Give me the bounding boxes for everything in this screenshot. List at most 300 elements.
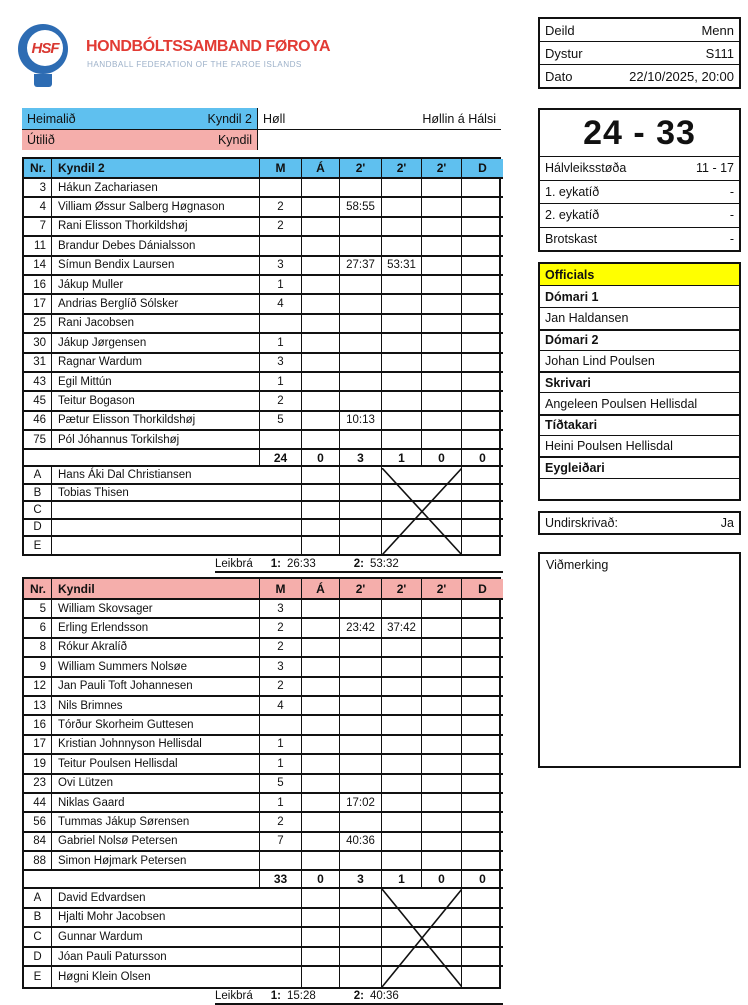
player-stat	[462, 716, 503, 735]
col-header: 2'	[422, 159, 462, 179]
bench-cell-crossed	[382, 928, 462, 948]
score-row	[540, 180, 739, 204]
col-header: D	[462, 579, 503, 600]
bench-cell	[302, 467, 340, 484]
player-stat	[422, 237, 462, 256]
bench-letter: D	[24, 948, 52, 968]
player-number: 56	[24, 813, 52, 832]
player-number: 17	[24, 736, 52, 755]
score-row-label: 1. eykatíð	[545, 184, 600, 199]
player-stat: 58:55	[340, 198, 382, 217]
player-stat	[260, 431, 302, 450]
player-number: 13	[24, 697, 52, 716]
player-name: Erling Erlendsson	[52, 619, 260, 638]
bench-cell	[462, 967, 503, 987]
player-number: 12	[24, 678, 52, 697]
team2-table	[22, 577, 501, 989]
player-stat	[302, 658, 340, 677]
player-stat	[382, 295, 422, 314]
leikbra-p1-value: 26:33	[286, 558, 316, 570]
player-number: 5	[24, 600, 52, 619]
score-row	[540, 203, 739, 227]
totals-value: 0	[422, 450, 462, 467]
leikbra-p2-value: 53:32	[369, 558, 399, 570]
player-number: 16	[24, 276, 52, 295]
player-name: Gabriel Nolsø Petersen	[52, 833, 260, 852]
player-stat	[340, 639, 382, 658]
bench-cell	[302, 967, 340, 987]
signature-label: Undirskrivað:	[545, 516, 618, 530]
official-name: Jan Haldansen	[540, 307, 739, 328]
match-info-row	[540, 41, 739, 64]
player-name: Villiam Øssur Salberg Høgnason	[52, 198, 260, 217]
player-stat: 17:02	[340, 794, 382, 813]
totals-value: 0	[462, 450, 503, 467]
bench-cell	[302, 948, 340, 968]
player-number: 4	[24, 198, 52, 217]
bench-cell	[340, 928, 382, 948]
player-stat	[340, 431, 382, 450]
official-role: Eygleiðari	[540, 456, 739, 477]
col-header: 2'	[382, 159, 422, 179]
player-stat	[462, 852, 503, 871]
bench-name	[52, 537, 302, 554]
match-info-label: Dystur	[545, 45, 583, 61]
player-stat: 53:31	[382, 257, 422, 276]
empty-cell	[258, 129, 501, 150]
player-name: Rani Elisson Thorkildshøj	[52, 218, 260, 237]
player-stat	[382, 697, 422, 716]
player-stat	[302, 237, 340, 256]
player-stat	[462, 794, 503, 813]
player-name: Egil Mittún	[52, 373, 260, 392]
player-stat	[462, 373, 503, 392]
player-stat: 1	[260, 755, 302, 774]
player-stat	[382, 218, 422, 237]
home-value: Kyndil 2	[207, 111, 252, 126]
leikbra-label: Leikbrá	[215, 558, 253, 570]
final-score: 24 - 33	[583, 113, 696, 152]
player-stat	[302, 257, 340, 276]
player-stat: 1	[260, 794, 302, 813]
player-stat: 10:13	[340, 412, 382, 431]
player-number: 45	[24, 392, 52, 411]
player-stat	[302, 852, 340, 871]
player-number: 30	[24, 334, 52, 353]
player-stat: 2	[260, 218, 302, 237]
player-number: 17	[24, 295, 52, 314]
player-number: 9	[24, 658, 52, 677]
player-stat	[340, 218, 382, 237]
remarks-box	[538, 552, 741, 768]
totals-value: 1	[382, 450, 422, 467]
player-stat	[462, 354, 503, 373]
leikbra-p1-label: 1:	[270, 990, 281, 1002]
player-stat	[422, 619, 462, 638]
player-stat	[462, 295, 503, 314]
bench-letter: C	[24, 928, 52, 948]
player-stat	[382, 276, 422, 295]
bench-letter: D	[24, 520, 52, 537]
match-info-label: Dato	[545, 68, 573, 84]
player-name: Pól Jóhannus Torkilshøj	[52, 431, 260, 450]
player-name: Hákun Zachariasen	[52, 179, 260, 198]
player-stat	[382, 794, 422, 813]
player-stat: 3	[260, 354, 302, 373]
bench-cell	[340, 967, 382, 987]
player-name: William Summers Nolsøe	[52, 658, 260, 677]
player-stat	[382, 412, 422, 431]
match-info-value: S111	[705, 45, 734, 61]
official-role: Dómari 1	[545, 289, 599, 304]
player-name: Nils Brimnes	[52, 697, 260, 716]
player-stat	[462, 276, 503, 295]
player-stat: 1	[260, 736, 302, 755]
player-stat	[382, 678, 422, 697]
team1-table-block	[22, 157, 501, 577]
player-name: Simon Højmark Petersen	[52, 852, 260, 871]
player-stat	[302, 295, 340, 314]
player-stat	[382, 431, 422, 450]
bench-cell-crossed	[382, 537, 462, 554]
player-stat	[382, 639, 422, 658]
player-number: 7	[24, 218, 52, 237]
player-stat	[302, 775, 340, 794]
score-row-value: -	[729, 231, 734, 246]
teams-header-table	[22, 108, 501, 150]
match-info-value: 22/10/2025, 20:00	[629, 68, 734, 84]
player-stat	[422, 334, 462, 353]
player-stat	[302, 412, 340, 431]
player-number: 8	[24, 639, 52, 658]
player-stat: 40:36	[340, 833, 382, 852]
player-stat	[260, 237, 302, 256]
bench-cell	[302, 537, 340, 554]
team-name-header: Kyndil 2	[52, 159, 260, 179]
bench-letter: E	[24, 537, 52, 554]
bench-cell-crossed	[382, 967, 462, 987]
player-stat	[302, 813, 340, 832]
bench-name	[52, 502, 302, 519]
player-stat	[340, 813, 382, 832]
player-number: 31	[24, 354, 52, 373]
player-number: 44	[24, 794, 52, 813]
player-stat	[302, 276, 340, 295]
player-stat	[340, 295, 382, 314]
bench-cell-crossed	[382, 889, 462, 909]
bench-cell	[462, 520, 503, 537]
col-header: 2'	[422, 579, 462, 600]
col-header: Á	[302, 579, 340, 600]
player-stat	[382, 354, 422, 373]
player-stat	[302, 697, 340, 716]
player-stat: 2	[260, 619, 302, 638]
player-stat	[462, 392, 503, 411]
away-value: Kyndil	[217, 133, 252, 147]
player-stat	[382, 736, 422, 755]
totals-spacer	[24, 450, 260, 467]
player-stat: 23:42	[340, 619, 382, 638]
player-stat: 2	[260, 198, 302, 217]
player-stat	[382, 237, 422, 256]
player-stat	[302, 334, 340, 353]
player-stat	[462, 198, 503, 217]
player-name: Teitur Poulsen Hellisdal	[52, 755, 260, 774]
player-stat	[260, 179, 302, 198]
player-stat	[340, 697, 382, 716]
player-stat	[422, 678, 462, 697]
player-number: 23	[24, 775, 52, 794]
player-stat	[340, 716, 382, 735]
player-stat	[422, 736, 462, 755]
totals-spacer	[24, 871, 260, 889]
match-info-table	[538, 17, 741, 89]
home-label: Heimalið	[27, 111, 76, 126]
bench-letter: B	[24, 909, 52, 929]
officials-box	[538, 262, 741, 501]
player-stat	[302, 716, 340, 735]
player-stat: 2	[260, 392, 302, 411]
player-stat	[302, 315, 340, 334]
org-subtitle: HANDBALL FEDERATION OF THE FAROE ISLANDS	[87, 60, 302, 69]
player-stat	[422, 755, 462, 774]
player-name: Ovi Lützen	[52, 775, 260, 794]
score-row-label: Hálvleiksstøða	[545, 161, 627, 176]
player-stat	[422, 658, 462, 677]
player-stat	[422, 412, 462, 431]
score-row-value: 11 - 17	[696, 161, 734, 176]
player-stat	[340, 736, 382, 755]
hsf-logo-icon	[18, 24, 68, 74]
bench-cell	[340, 909, 382, 929]
player-name: Kristian Johnnyson Hellisdal	[52, 736, 260, 755]
bench-cell	[302, 928, 340, 948]
player-stat	[340, 276, 382, 295]
player-number: 25	[24, 315, 52, 334]
player-stat	[340, 392, 382, 411]
score-row-label: 2. eykatíð	[545, 208, 600, 223]
hsf-logo-text: HSF	[31, 39, 59, 57]
player-name: Niklas Gaard	[52, 794, 260, 813]
leikbra-p2-label: 2:	[353, 990, 364, 1002]
bench-name	[52, 520, 302, 537]
player-stat	[340, 678, 382, 697]
player-number: 75	[24, 431, 52, 450]
team1-table	[22, 157, 501, 556]
bench-name: Høgni Klein Olsen	[52, 967, 302, 987]
bench-cell	[462, 948, 503, 968]
leikbra-p2-value: 40:36	[369, 990, 399, 1002]
bench-cell	[302, 502, 340, 519]
player-stat	[302, 354, 340, 373]
bench-cell-crossed	[382, 485, 462, 502]
player-stat: 3	[260, 257, 302, 276]
bench-name: Hans Áki Dal Christiansen	[52, 467, 302, 484]
match-info-label: Deild	[545, 22, 575, 38]
player-number: 84	[24, 833, 52, 852]
player-name: William Skovsager	[52, 600, 260, 619]
bench-cell	[462, 928, 503, 948]
totals-value: 0	[462, 871, 503, 889]
player-stat	[462, 431, 503, 450]
totals-value: 0	[302, 450, 340, 467]
away-team-cell	[22, 129, 258, 150]
bench-letter: C	[24, 502, 52, 519]
player-number: 11	[24, 237, 52, 256]
player-stat	[462, 600, 503, 619]
player-number: 3	[24, 179, 52, 198]
player-stat	[302, 431, 340, 450]
player-stat	[462, 334, 503, 353]
player-stat	[462, 315, 503, 334]
official-role: Dómari 2	[540, 329, 739, 350]
hall-label: Høll	[263, 111, 286, 126]
player-stat	[340, 600, 382, 619]
score-row	[540, 156, 739, 180]
bench-cell	[340, 502, 382, 519]
player-stat	[382, 833, 422, 852]
player-stat	[462, 218, 503, 237]
player-number: 88	[24, 852, 52, 871]
col-header: M	[260, 579, 302, 600]
bench-cell	[462, 502, 503, 519]
totals-value: 1	[382, 871, 422, 889]
player-stat	[382, 775, 422, 794]
player-stat	[422, 354, 462, 373]
hall-value: Høllin á Hálsi	[422, 111, 496, 126]
player-number: 6	[24, 619, 52, 638]
player-stat	[422, 179, 462, 198]
player-stat	[302, 218, 340, 237]
player-stat	[340, 852, 382, 871]
player-stat	[382, 334, 422, 353]
official-name: Heini Poulsen Hellisdal	[540, 435, 739, 456]
official-role: Skrivari	[540, 371, 739, 392]
player-stat	[462, 179, 503, 198]
player-stat	[340, 334, 382, 353]
team2-table-block	[22, 577, 501, 1001]
player-stat: 1	[260, 276, 302, 295]
official-name	[540, 478, 739, 499]
player-name: Rókur Akralíð	[52, 639, 260, 658]
player-stat	[462, 619, 503, 638]
bench-cell	[340, 537, 382, 554]
bench-cell	[302, 909, 340, 929]
player-stat	[302, 179, 340, 198]
player-stat	[422, 794, 462, 813]
player-stat	[340, 354, 382, 373]
leikbra-label: Leikbrá	[215, 990, 253, 1002]
totals-value: 3	[340, 871, 382, 889]
hsf-logo-base	[34, 74, 52, 87]
player-number: 14	[24, 257, 52, 276]
totals-value: 3	[340, 450, 382, 467]
col-header: 2'	[340, 579, 382, 600]
player-stat	[340, 373, 382, 392]
official-role: Tíðtakari	[540, 414, 739, 435]
player-stat	[340, 237, 382, 256]
player-stat: 4	[260, 697, 302, 716]
player-name: Jákup Muller	[52, 276, 260, 295]
totals-value: 0	[302, 871, 340, 889]
score-row-value: -	[729, 208, 734, 223]
bench-cell	[302, 485, 340, 502]
bench-name: Tobias Thisen	[52, 485, 302, 502]
player-stat	[462, 678, 503, 697]
team1-leikbra	[215, 557, 503, 573]
player-stat	[422, 775, 462, 794]
official-name: Johan Lind Poulsen	[540, 350, 739, 371]
player-stat	[422, 600, 462, 619]
totals-value: 33	[260, 871, 302, 889]
signature-box	[538, 511, 741, 535]
bench-cell	[462, 485, 503, 502]
player-stat	[302, 736, 340, 755]
player-stat	[422, 639, 462, 658]
player-stat	[302, 755, 340, 774]
player-name: Pætur Elisson Thorkildshøj	[52, 412, 260, 431]
match-info-value: Menn	[701, 22, 734, 38]
player-stat	[302, 639, 340, 658]
player-stat	[340, 658, 382, 677]
player-stat	[422, 218, 462, 237]
player-stat	[462, 639, 503, 658]
bench-name: Jóan Pauli Patursson	[52, 948, 302, 968]
player-stat	[382, 373, 422, 392]
player-stat: 7	[260, 833, 302, 852]
player-stat	[462, 658, 503, 677]
hall-cell	[258, 108, 501, 129]
bench-cell	[462, 889, 503, 909]
player-stat	[462, 775, 503, 794]
player-stat	[260, 716, 302, 735]
player-name: Andrias Berglíð Sólsker	[52, 295, 260, 314]
bench-cell	[340, 485, 382, 502]
bench-cell	[340, 520, 382, 537]
player-name: Ragnar Wardum	[52, 354, 260, 373]
bench-cell	[340, 889, 382, 909]
leikbra-p1-value: 15:28	[286, 990, 316, 1002]
player-stat: 1	[260, 334, 302, 353]
player-stat	[340, 179, 382, 198]
player-name: Tummas Jákup Sørensen	[52, 813, 260, 832]
player-stat	[422, 392, 462, 411]
bench-cell	[302, 889, 340, 909]
player-stat	[422, 373, 462, 392]
player-stat	[462, 813, 503, 832]
player-stat	[340, 315, 382, 334]
team-name-header: Kyndil	[52, 579, 260, 600]
player-stat: 3	[260, 600, 302, 619]
match-info-row	[540, 64, 739, 87]
col-header: D	[462, 159, 503, 179]
col-header-nr: Nr.	[24, 159, 52, 179]
player-name: Brandur Debes Dánialsson	[52, 237, 260, 256]
player-stat	[382, 716, 422, 735]
player-stat	[340, 755, 382, 774]
remarks-label: Viðmerking	[546, 558, 609, 572]
player-stat	[382, 813, 422, 832]
bench-cell-crossed	[382, 948, 462, 968]
leikbra-p2-label: 2:	[353, 558, 364, 570]
player-stat	[382, 198, 422, 217]
player-stat	[302, 678, 340, 697]
player-stat	[260, 315, 302, 334]
col-header: M	[260, 159, 302, 179]
player-name: Tórður Skorheim Guttesen	[52, 716, 260, 735]
player-stat	[422, 276, 462, 295]
player-stat	[462, 833, 503, 852]
